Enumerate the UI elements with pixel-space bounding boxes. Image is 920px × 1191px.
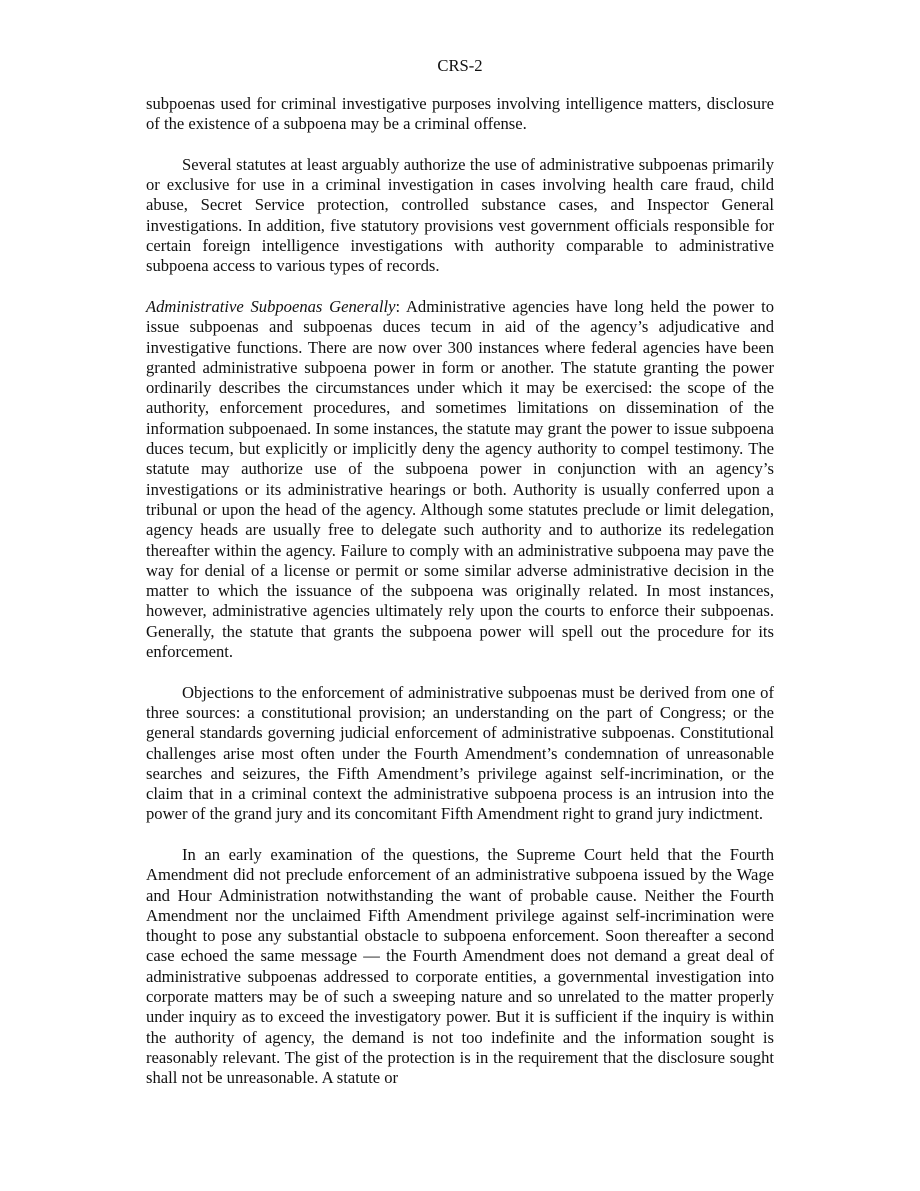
- paragraph-continuation: subpoenas used for criminal investigative purposes involving intelligence matters, disclosure of the existence of a subpoena may be a criminal offense.: [146, 94, 774, 134]
- section-run-in-heading: Administrative Subpoenas Generally: [146, 296, 396, 316]
- page-number-header: CRS-2: [437, 56, 483, 75]
- paragraph-administrative-subpoenas: [146, 297, 774, 662]
- paragraph-statutes: Several statutes at least arguably authorize the use of administrative subpoenas primarily or exclusive for use in a criminal investigation in cases involving health care fraud, child abuse, Secret Service protection, controlled substance cases, and Inspector General investigations. In addition, five statutory provisions vest government officials responsible for certain foreign intelligence investigations with authority comparable to administrative subpoena access to various types of records.: [146, 154, 774, 276]
- document-page: [146, 56, 774, 1109]
- paragraph-objections: Objections to the enforcement of administrative subpoenas must be derived from one of three sources: a constitutional provision; an understanding on the part of Congress; or the general standards governing judicial enforcement of administrative subpoenas. Constitutional challenges arise most often under the Fourth Amendment’s condemnation of unreasonable searches and seizures, the Fifth Amendment’s privilege against self-incrimination, or the claim that in a criminal context the administrative subpoena process is an intrusion into the power of the grand jury and its concomitant Fifth Amendment right to grand jury indictment.: [146, 682, 774, 824]
- paragraph-early-examination: In an early examination of the questions, the Supreme Court held that the Fourth Amendment did not preclude enforcement of an administrative subpoena issued by the Wage and Hour Administration notwithstanding the want of probable cause. Neither the Fourth Amendment nor the unclaimed Fifth Amendment privilege against self-incrimination were thought to pose any substantial obstacle to subpoena enforcement. Soon thereafter a second case echoed the same message — the Fourth Amendment does not demand a great deal of administrative subpoenas addressed to corporate entities, a governmental investigation into corporate matters may be of such a sweeping nature and so unrelated to the matter properly under inquiry as to exceed the investigatory power. But it is sufficient if the inquiry is within the authority of agency, the demand is not too indefinite and the information sought is reasonably relevant. The gist of the protection is in the requirement that the disclosure sought shall not be unreasonable. A statute or: [146, 844, 774, 1088]
- paragraph-body: : Administrative agencies have long held the power to issue subpoenas and subpoenas duces tecum in aid of the agency’s adjudicative and investigative functions. There are now over 300 instances where federal agencies have been granted administrative subpoena power in form or another. The statute granting the power ordinarily describes the circumstances under which it may be exercised: the scope of the authority, enforcement procedures, and sometimes limitations on dissemination of the information subpoenaed. In some instances, the statute may grant the power to issue subpoena duces tecum, but explicitly or implicitly deny the agency authority to compel testimony. The statute may authorize use of the subpoena power in conjunction with an agency’s investigations or its administrative hearings or both. Authority is usually conferred upon a tribunal or upon the head of the agency. Although some statutes preclude or limit delegation, agency heads are usually free to delegate such authority and to authorize its redelegation thereafter within the agency. Failure to comply with an administrative subpoena may pave the way for denial of a license or permit or some similar adverse administrative decision in the matter to which the issuance of the subpoena was originally related. In most instances, however, administrative agencies ultimately rely upon the courts to enforce their subpoenas. Generally, the statute that grants the subpoena power will spell out the procedure for its enforcement.: [146, 296, 774, 662]
